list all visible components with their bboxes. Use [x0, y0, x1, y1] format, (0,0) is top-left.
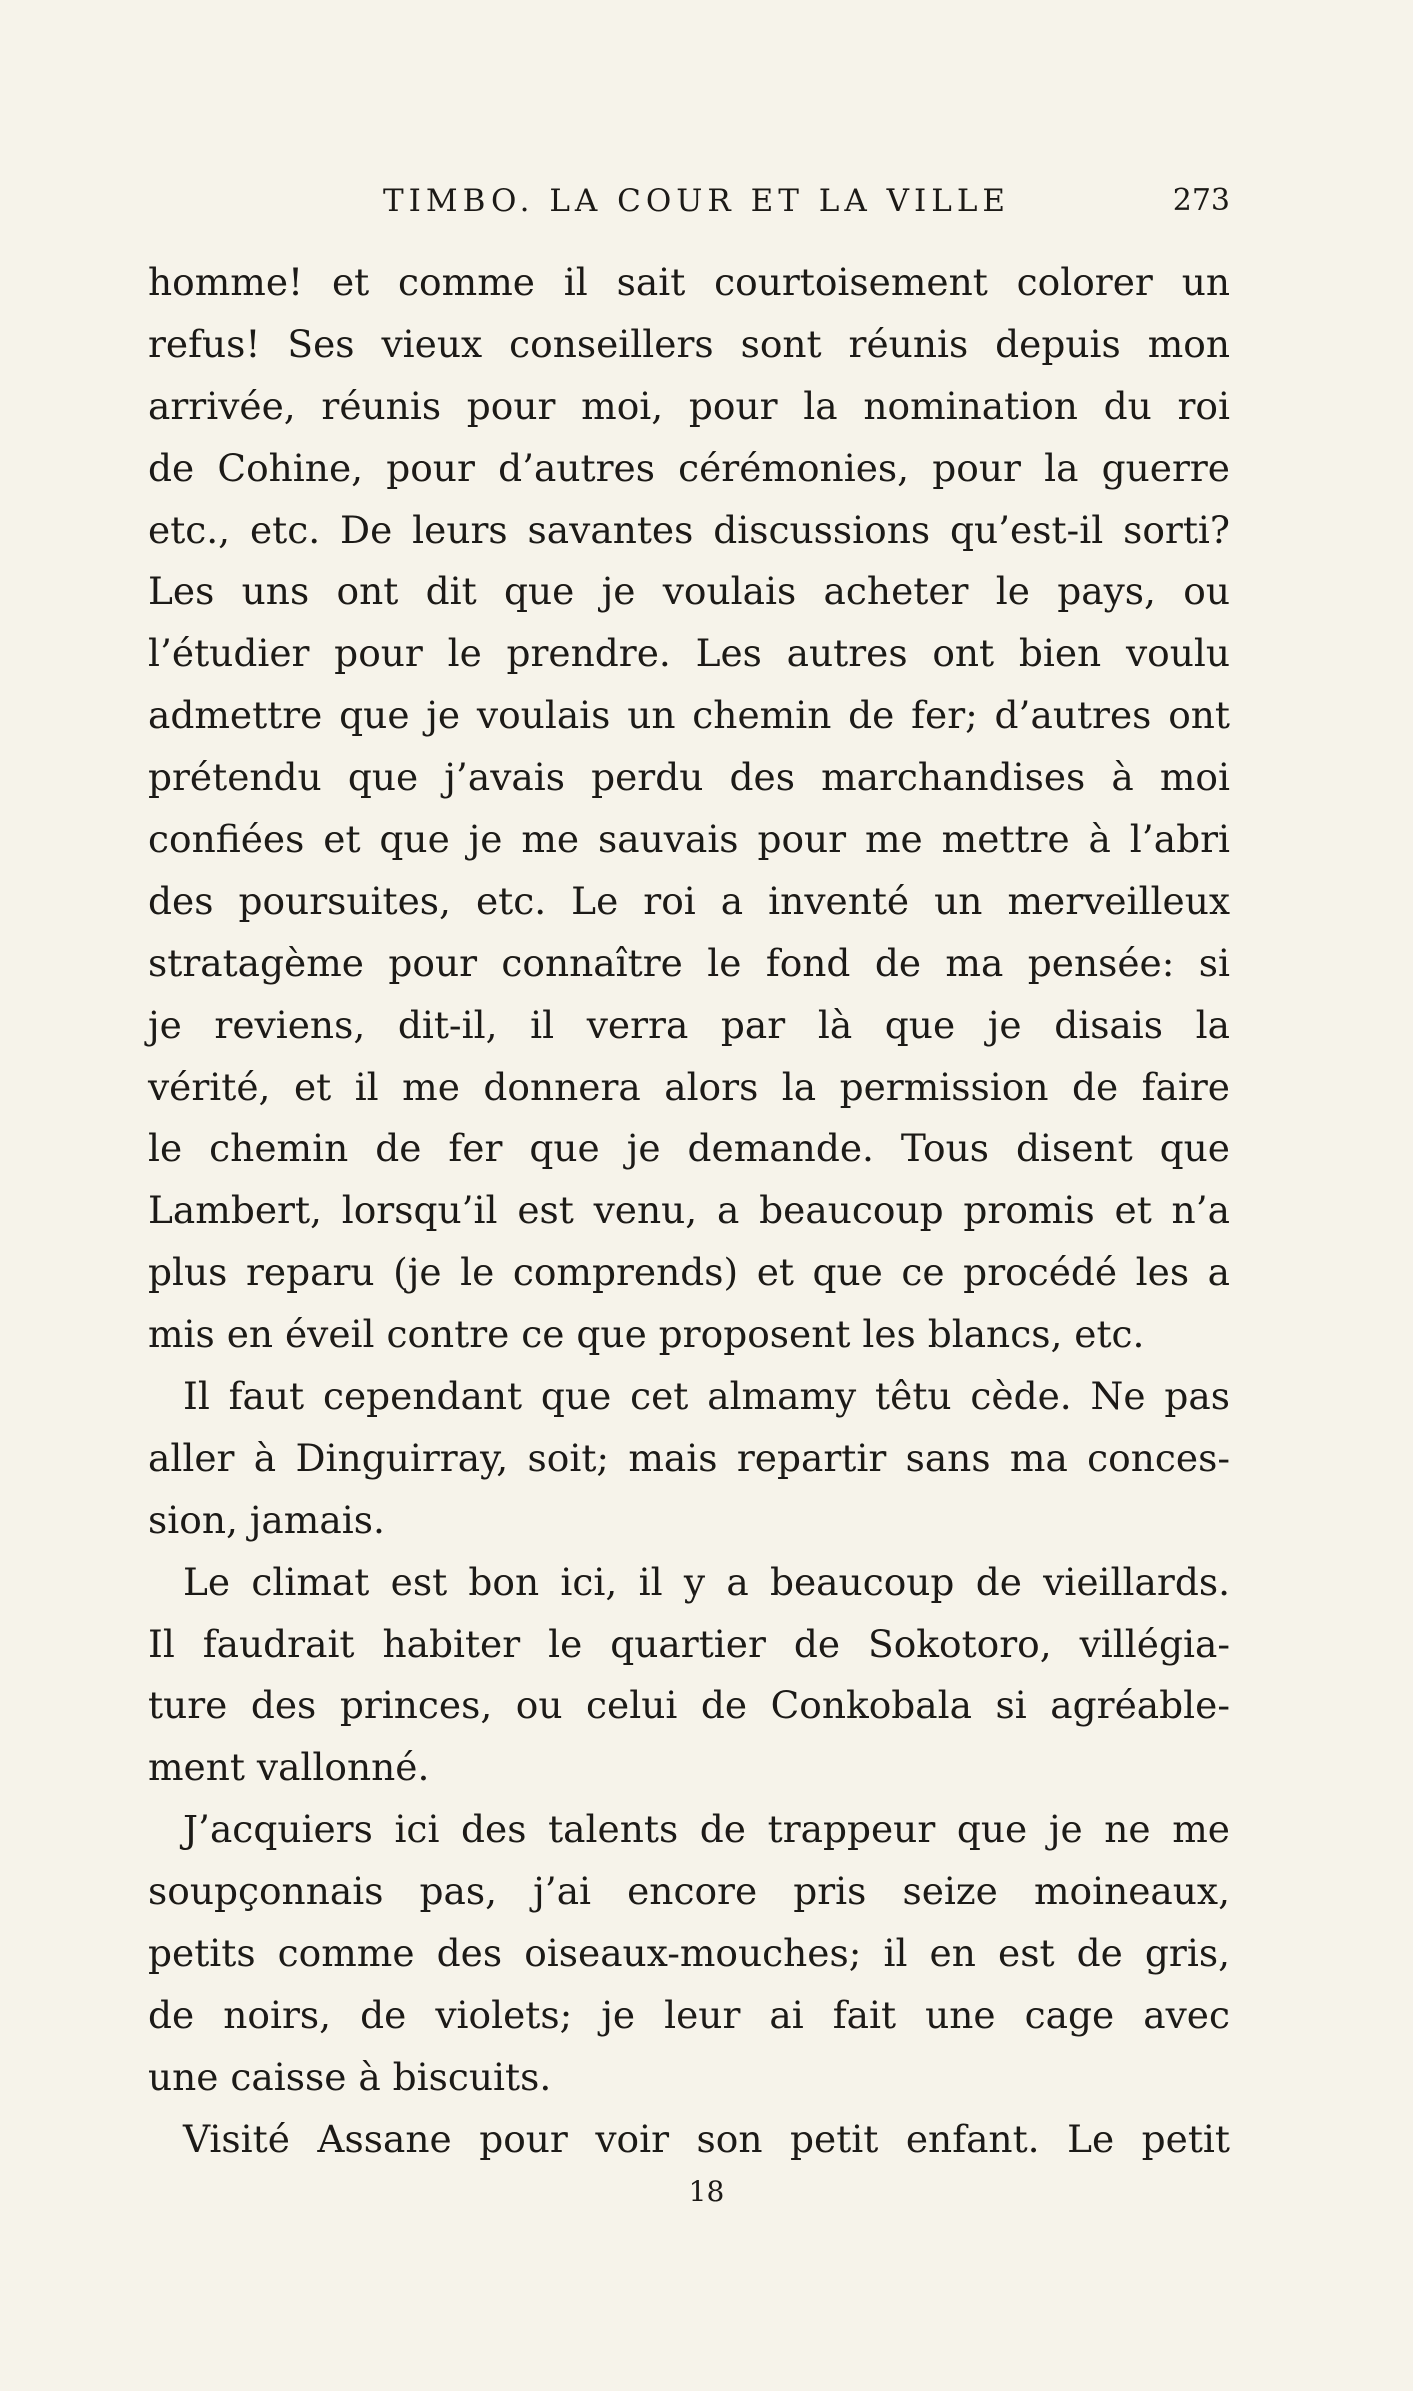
text-line: vérité, et il me donnera alors la permission de faire — [148, 1064, 1230, 1109]
text-line: mis en éveil contre ce que proposent les blancs, etc. — [148, 1312, 1145, 1357]
body-text — [148, 252, 1230, 2171]
text-line: Il faudrait habiter le quartier de Sokotoro, villégia- — [148, 1621, 1230, 1666]
text-line: Les uns ont dit que je voulais acheter le pays, ou — [148, 569, 1230, 614]
text-line: plus reparu (je le comprends) et que ce procédé les a — [148, 1250, 1230, 1295]
text-line: arrivée, réunis pour moi, pour la nomination du roi — [148, 383, 1230, 428]
text-line: Il faut cependant que cet almamy têtu cède. Ne pas — [183, 1374, 1230, 1419]
text-line: homme! et comme il sait courtoisement colorer un — [148, 260, 1230, 304]
text-line: etc., etc. De leurs savantes discussions qu’est-il sorti? — [148, 507, 1230, 552]
text-line: de Cohine, pour d’autres cérémonies, pour la guerre — [148, 445, 1230, 490]
text-line: des poursuites, etc. Le roi a inventé un merveilleux — [148, 878, 1230, 923]
text-line: l’étudier pour le prendre. Les autres ont bien voulu — [148, 631, 1230, 676]
text-line: ture des princes, ou celui de Conkobala si agréable- — [148, 1683, 1230, 1728]
signature-mark: 18 — [688, 2175, 725, 2208]
text-line: refus! Ses vieux conseillers sont réunis depuis mon — [148, 321, 1230, 366]
text-line: petits comme des oiseaux-mouches; il en est de gris, — [148, 1931, 1230, 1976]
page-number: 273 — [1172, 183, 1230, 218]
running-head — [148, 183, 1230, 233]
text-line: Visité Assane pour voir son petit enfant. Le petit — [183, 2116, 1230, 2161]
text-line: admettre que je voulais un chemin de fer; d’autres ont — [148, 693, 1230, 738]
text-line: le chemin de fer que je demande. Tous disent que — [148, 1126, 1230, 1171]
text-line: sion, jamais. — [148, 1497, 385, 1542]
text-line: prétendu que j’avais perdu des marchandises à moi — [148, 755, 1230, 800]
text-line: ment vallonné. — [148, 1745, 430, 1790]
text-line: confiées et que je me sauvais pour me mettre à l’abri — [148, 817, 1230, 862]
running-title: TIMBO. LA COUR ET LA VILLE — [383, 183, 1011, 219]
text-line: soupçonnais pas, j’ai encore pris seize moineaux, — [148, 1869, 1230, 1914]
text-line: une caisse à biscuits. — [148, 2054, 552, 2099]
text-line: de noirs, de violets; je leur ai fait une cage avec — [148, 1992, 1230, 2037]
text-line: Lambert, lorsqu’il est venu, a beaucoup promis et n’a — [148, 1188, 1230, 1233]
text-line: Le climat est bon ici, il y a beaucoup de vieillards. — [183, 1559, 1230, 1604]
text-line: J’acquiers ici des talents de trappeur que je ne me — [183, 1807, 1230, 1852]
text-line: stratagème pour connaître le fond de ma pensée: si — [148, 940, 1230, 985]
text-line: aller à Dinguirray, soit; mais repartir sans ma conces- — [148, 1435, 1230, 1480]
text-line: je reviens, dit-il, il verra par là que je disais la — [148, 1002, 1230, 1047]
